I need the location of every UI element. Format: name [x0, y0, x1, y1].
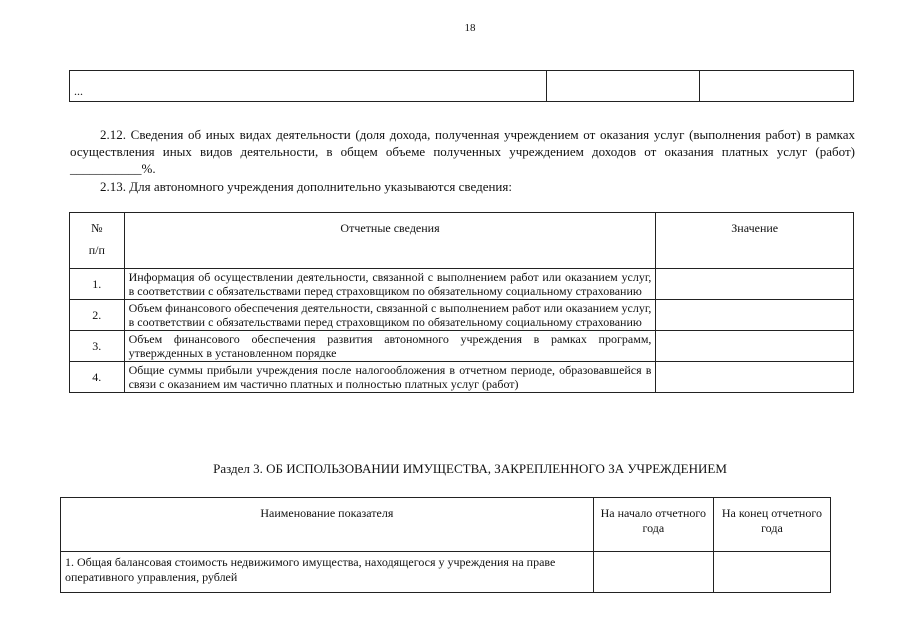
section-2-13-paragraph: 2.13. Для автономного учреждения дополнительно указываются сведения:: [100, 179, 512, 194]
property-table-header: [61, 498, 831, 552]
header-indicator-name: Наименование показателя: [61, 498, 594, 552]
row-number: 3.: [70, 331, 125, 362]
header-info-cell: Отчетные сведения: [124, 213, 656, 269]
autonomous-info-table: [69, 212, 854, 393]
row-value-cell[interactable]: [656, 300, 854, 331]
property-table: [60, 497, 831, 593]
continuation-ellipsis-cell: ...: [70, 71, 547, 102]
row-text: Объем финансового обеспечения развития автономного учреждения в рамках программ, утвержденных в установленном порядке: [124, 331, 656, 362]
table-row: [61, 552, 831, 593]
header-num-cell: [70, 213, 125, 269]
row-text: Объем финансового обеспечения деятельности, связанной с выполнением работ или оказанием услуг, в соответствии с обязательствами перед страховщиком по обязательному социальному страхованию: [124, 300, 656, 331]
section-3-title: Раздел 3. ОБ ИСПОЛЬЗОВАНИИ ИМУЩЕСТВА, ЗАКРЕПЛЕННОГО ЗА УЧРЕЖДЕНИЕМ: [213, 461, 727, 476]
continuation-cell-2: [546, 71, 699, 102]
indicator-name: 1. Общая балансовая стоимость недвижимого имущества, находящегося у учреждения на праве оперативного управления, рублей: [61, 552, 594, 593]
row-number: 2.: [70, 300, 125, 331]
section-2-12-paragraph: 2.12. Сведения об иных видах деятельности (доля дохода, полученная учреждением от оказания услуг (выполнения работ) в рамках осуществления иных видов деятельности, в общем объеме полученных учреждением доходов от оказания платных услуг (работ) ___________%.: [70, 127, 855, 176]
autonomous-table-header: [70, 213, 854, 269]
continuation-cell-3: [699, 71, 853, 102]
year-end-value-cell[interactable]: [713, 552, 830, 593]
header-num-pp: п/п: [88, 243, 105, 257]
row-value-cell[interactable]: [656, 269, 854, 300]
page-number: 18: [464, 22, 476, 34]
table-row: [70, 269, 854, 300]
row-value-cell[interactable]: [656, 362, 854, 393]
table-row: [70, 331, 854, 362]
row-text: Общие суммы прибыли учреждения после налогообложения в отчетном периоде, образовавшейся в связи с оказанием им частично платных и полностью платных услуг (работ): [124, 362, 656, 393]
header-num-symbol: №: [91, 221, 103, 235]
table-row: [70, 362, 854, 393]
table-row: [70, 300, 854, 331]
header-year-start: На начало отчетного года: [593, 498, 713, 552]
header-value-cell: Значение: [656, 213, 854, 269]
row-number: 4.: [70, 362, 125, 393]
year-start-value-cell[interactable]: [593, 552, 713, 593]
continuation-table: [69, 70, 854, 102]
header-year-end: На конец отчетного года: [713, 498, 830, 552]
row-text: Информация об осуществлении деятельности, связанной с выполнением работ или оказанием услуг, в соответствии с обязательствами перед страховщиком по обязательному социальному страхованию: [124, 269, 656, 300]
row-number: 1.: [70, 269, 125, 300]
row-value-cell[interactable]: [656, 331, 854, 362]
